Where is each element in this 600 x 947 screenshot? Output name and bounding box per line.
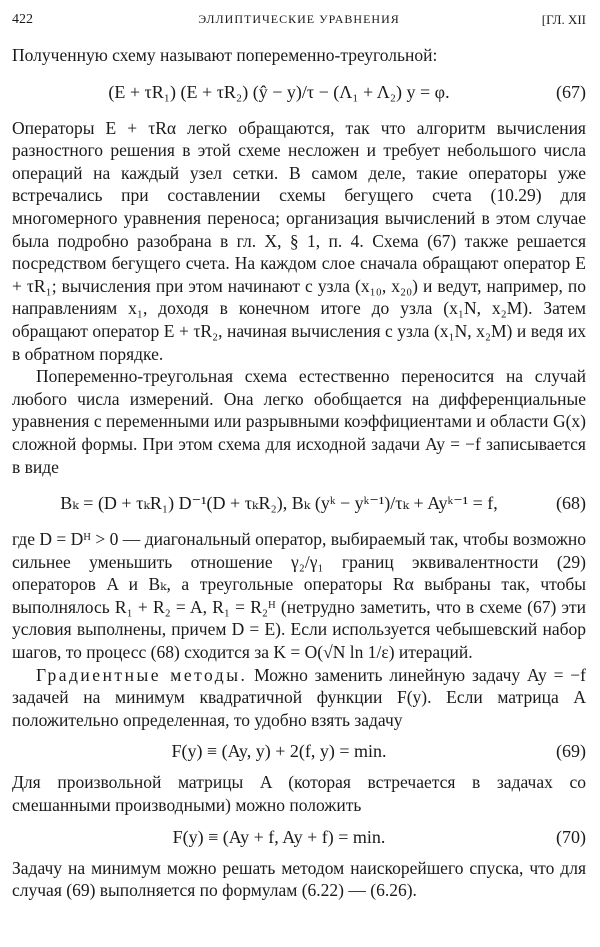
equation-69 — [12, 731, 586, 771]
page-header — [12, 12, 586, 36]
paragraph-intro: Полученную схему называют попеременно-треугольной: — [12, 45, 438, 65]
running-title: ЭЛЛИПТИЧЕСКИЕ УРАВНЕНИЯ — [198, 12, 400, 26]
paragraph-steepest-descent: Задачу на минимум можно решать методом наискорейшего спуска, что для случая (69) выполняется по формулам (6.22) — (6.26). — [12, 857, 586, 901]
equation-number: (70) — [556, 826, 586, 847]
paragraph-text: Можно заменить линейную задачу Ay = −f задачей на минимум квадратичной функции F(y). Если матрица A положительно определенная, то удобно взять задачу — [12, 664, 586, 730]
section-lead: Градиентные методы. — [36, 664, 248, 685]
page-body — [12, 44, 586, 902]
equation-formula: (E + τR₁) (E + τR₂) (ŷ − y)/τ − (Λ₁ + Λ₂) y = φ. — [108, 81, 450, 102]
equation-number: (67) — [556, 81, 586, 102]
paragraph-operators: Операторы E + τRα легко обращаются, так что алгоритм вычисления разностного решения в этой схеме несложен и требует небольшого числа операций на каждый узел сетки. В самом деле, такие операторы уже встречались при составлении схемы бегущего счета (10.29) для многомерного уравнения переноса; организация вычислений в этом случае была подробно разобрана в гл. X, § 1, п. 4. Схема (67) также решается посредством бегущего счета. На каждом слое сначала обращают оператор E + τR₁; вычисления при этом начинают с узла (x₁₀, x₂₀) и ведут, например, по направлениям x₁, доходя в конечном итоге до узла (x₁N, x₂M). Затем обращают оператор E + τR₂, начиная вычисления с узла (x₁N, x₂M) и ведя их в обратном порядке. — [12, 117, 586, 364]
equation-formula: Bₖ = (D + τₖR₁) D⁻¹(D + τₖR₂), Bₖ (yᵏ − yᵏ⁻¹)/τₖ + Ayᵏ⁻¹ = f, — [60, 493, 498, 514]
equation-number: (68) — [556, 493, 586, 514]
page-number: 422 — [12, 12, 33, 27]
paragraph-diagonal-operator: где D = Dᴴ > 0 — диагональный оператор, выбираемый так, чтобы возможно сильнее уменьшить отношение γ₂/γ₁ границ эквивалентности (29) операторов A и Bₖ, а треугольные операторы Rα выбраны так, чтобы выполнялось R₁ + R₂ = A, R₁ = R₂ᴴ (нетрудно заметить, что в схеме (67) эти условия выполнены, причем D = E). Если используется чебышевский набор шагов, то процесс (68) сходится за K = O(√N ln 1/ε) итераций. — [12, 529, 586, 663]
equation-number: (69) — [556, 741, 586, 762]
equation-70 — [12, 817, 586, 857]
equation-68 — [12, 478, 586, 528]
equation-formula: F(y) ≡ (Ay + f, Ay + f) = min. — [172, 826, 386, 847]
paragraph-generalization: Попеременно-треугольная схема естественно переносится на случай любого числа измерений. Она легко обобщается на дифференциальные уравнения с переменными или разрывными коэффициентами и области G(x) сложной формы. При этом схема для исходной задачи Ay = −f записывается в виде — [12, 366, 586, 477]
paragraph-arbitrary-matrix: Для произвольной матрицы A (которая встречается в задачах со смешанными производными) можно положить — [12, 772, 586, 816]
chapter-label: [ГЛ. XII — [541, 12, 586, 27]
paragraph-gradient-methods — [12, 664, 586, 732]
equation-67 — [12, 67, 586, 117]
equation-formula: F(y) ≡ (Ay, y) + 2(f, y) = min. — [171, 741, 387, 762]
